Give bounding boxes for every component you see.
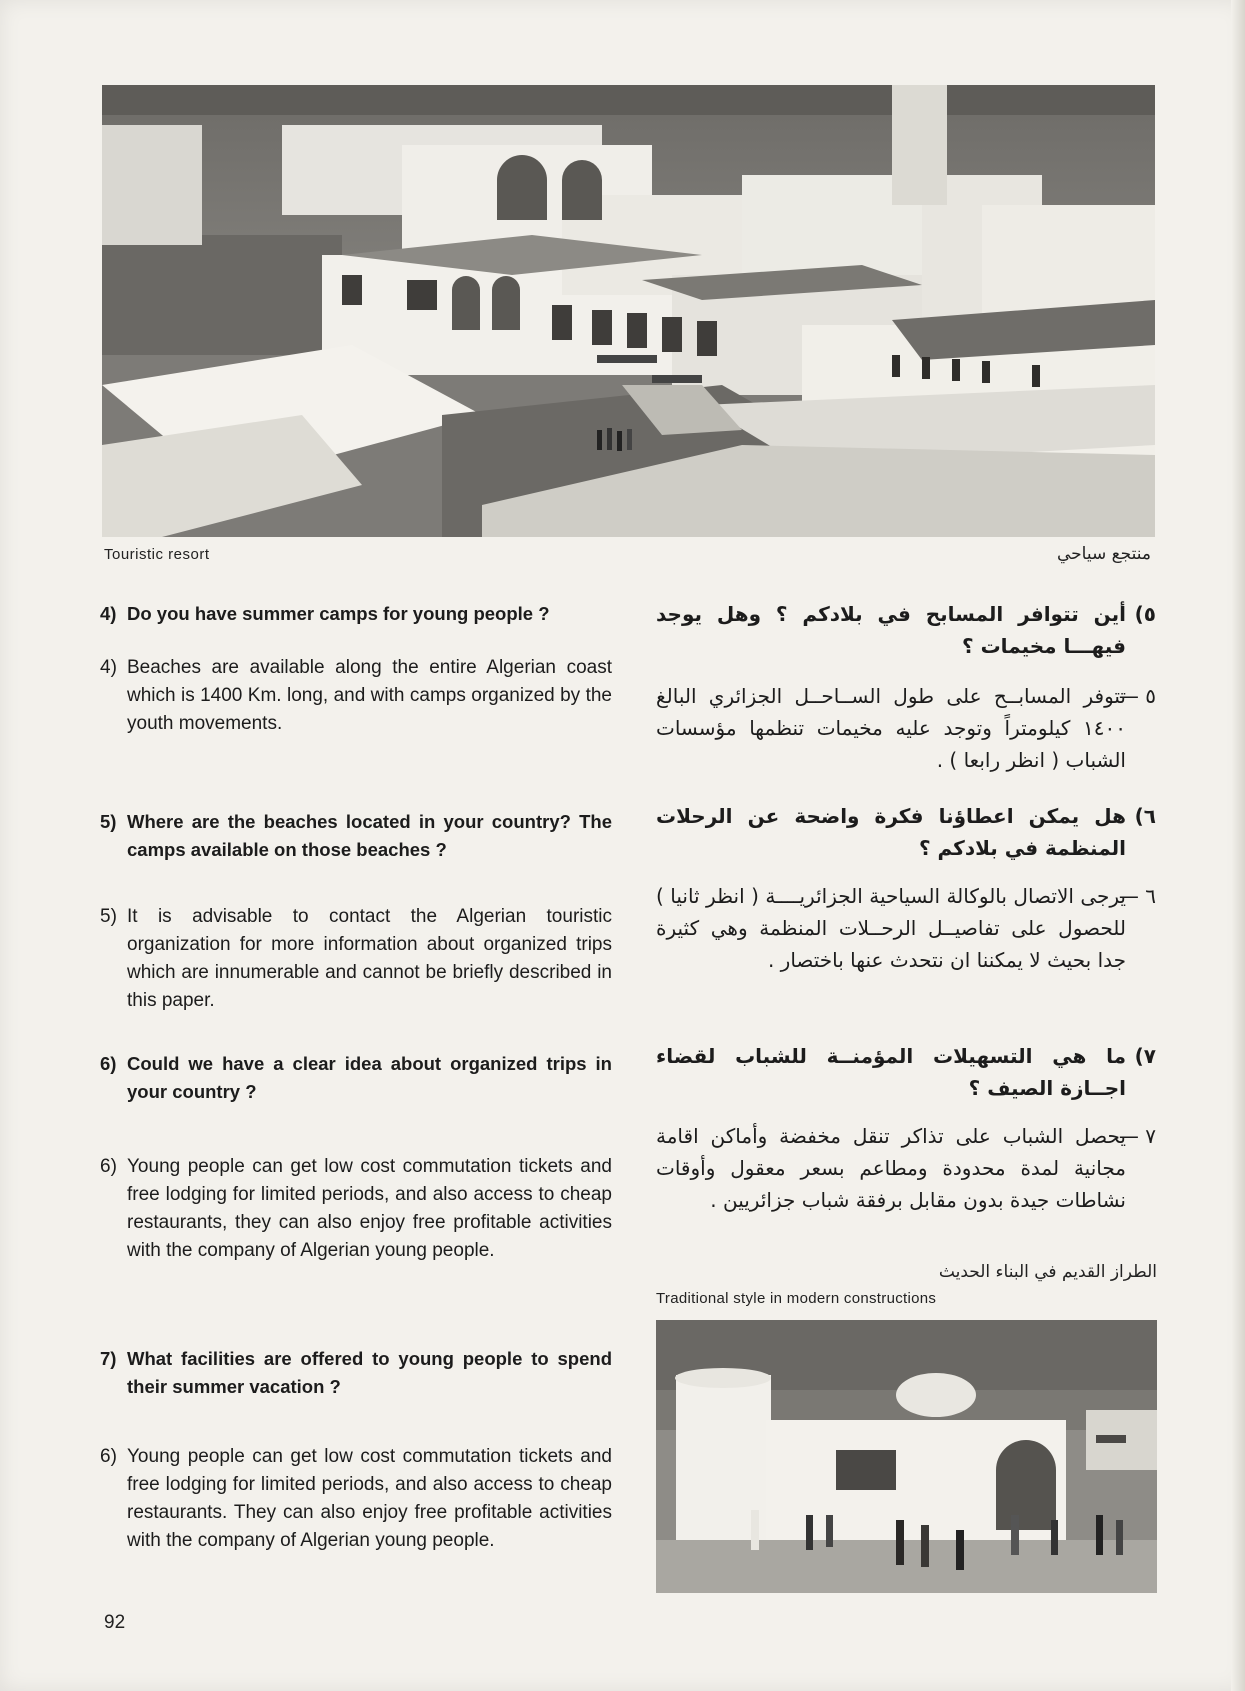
english-answer-4 <box>100 654 612 738</box>
traditional-style-photo <box>656 1320 1157 1593</box>
question-number: 7) <box>100 1348 117 1369</box>
page-number: 92 <box>104 1612 126 1633</box>
answer-number: 4) <box>100 657 117 678</box>
english-question-5 <box>100 808 612 864</box>
arabic-answer-7 <box>656 1120 1156 1216</box>
answer-text: Young people can get low cost commutation tickets and free lodging for limited periods, and also access to cheap restaurants, they can also enjoy free profitable activities with the company of Algerian young people. <box>127 1156 612 1261</box>
english-answer-7 <box>100 1443 612 1555</box>
answer-number: 6) <box>100 1156 117 1177</box>
question-number: 6) <box>100 1053 117 1074</box>
answer-text: Young people can get low cost commutation tickets and free lodging for limited periods, and also access to cheap restaurants. They can also enjoy free profitable activities with the company of Algerian young people. <box>127 1446 612 1551</box>
question-text: What facilities are offered to young people to spend their summer vacation ? <box>127 1348 612 1397</box>
arabic-question-5 <box>656 598 1156 662</box>
question-number: ٥) <box>1134 602 1156 626</box>
english-question-7 <box>100 1345 612 1401</box>
answer-number: ٥ — <box>1118 684 1156 708</box>
question-number: ٦) <box>1134 804 1156 828</box>
question-text: ما هي التسهيلات المؤمنــة للشباب لقضاء اجــازة الصيف ؟ <box>656 1044 1126 1100</box>
question-number: ٧) <box>1134 1044 1156 1068</box>
answer-number: ٦ — <box>1118 884 1156 908</box>
answer-text: تتوفر المسابــح على طول الســاحــل الجزائري البالغ ١٤٠٠ كيلومتراً وتوجد عليه مخيمات تنظمها مؤسسات الشباب ( انظر رابعا ) . <box>656 684 1126 772</box>
question-text: Do you have summer camps for young people ? <box>127 603 550 624</box>
arabic-answer-6 <box>656 880 1156 976</box>
question-number: 5) <box>100 811 117 832</box>
answer-text: يرجى الاتصال بالوكالة السياحية الجزائريــــة ( انظر ثانيا ) للحصول على تفاصيــل الرحــلات المنظمة وهي كثيرة جدا بحيث لا يمكننا ان نتحدث عنها باختصار . <box>656 884 1126 972</box>
answer-text: يحصل الشباب على تذاكر تنقل مخفضة وأماكن اقامة مجانية لمدة محدودة ومطاعم بسعر معقول وأوقات نشاطات جيدة بدون مقابل برفقة شباب جزائريين . <box>656 1124 1126 1212</box>
english-question-4 <box>100 600 612 628</box>
arabic-question-7 <box>656 1040 1156 1104</box>
english-question-6 <box>100 1050 612 1106</box>
answer-text: Beaches are available along the entire Algerian coast which is 1400 Km. long, and with camps organized by the youth movements. <box>127 657 612 734</box>
resort-photo <box>102 85 1155 537</box>
question-text: هل يمكن اعطاؤنا فكرة واضحة عن الرحلات المنظمة في بلادكم ؟ <box>656 804 1126 860</box>
english-answer-6 <box>100 1153 612 1265</box>
answer-text: It is advisable to contact the Algerian touristic organization for more information about organized trips which are innumerable and cannot be briefly described in this paper. <box>127 906 612 1011</box>
bottom-photo-caption-en: Traditional style in modern constructions <box>656 1290 937 1307</box>
question-number: 4) <box>100 603 117 624</box>
answer-number: 6) <box>100 1446 117 1467</box>
bottom-photo-caption-ar: الطراز القديم في البناء الحديث <box>938 1262 1157 1282</box>
question-text: أين تتوافر المسابح في بلادكم ؟ وهل يوجد فيهـــا مخيمات ؟ <box>656 602 1126 658</box>
answer-number: 5) <box>100 906 117 927</box>
question-text: Where are the beaches located in your country? The camps available on those beaches ? <box>127 811 612 860</box>
answer-number: ٧ — <box>1118 1124 1156 1148</box>
page-edge <box>1231 0 1245 1691</box>
arabic-answer-5 <box>656 680 1156 776</box>
arabic-question-6 <box>656 800 1156 864</box>
question-text: Could we have a clear idea about organized trips in your country ? <box>127 1053 612 1102</box>
top-photo-caption-ar: منتجع سياحي <box>1056 544 1151 564</box>
top-photo-caption-en: Touristic resort <box>104 546 210 563</box>
english-answer-5 <box>100 903 612 1015</box>
